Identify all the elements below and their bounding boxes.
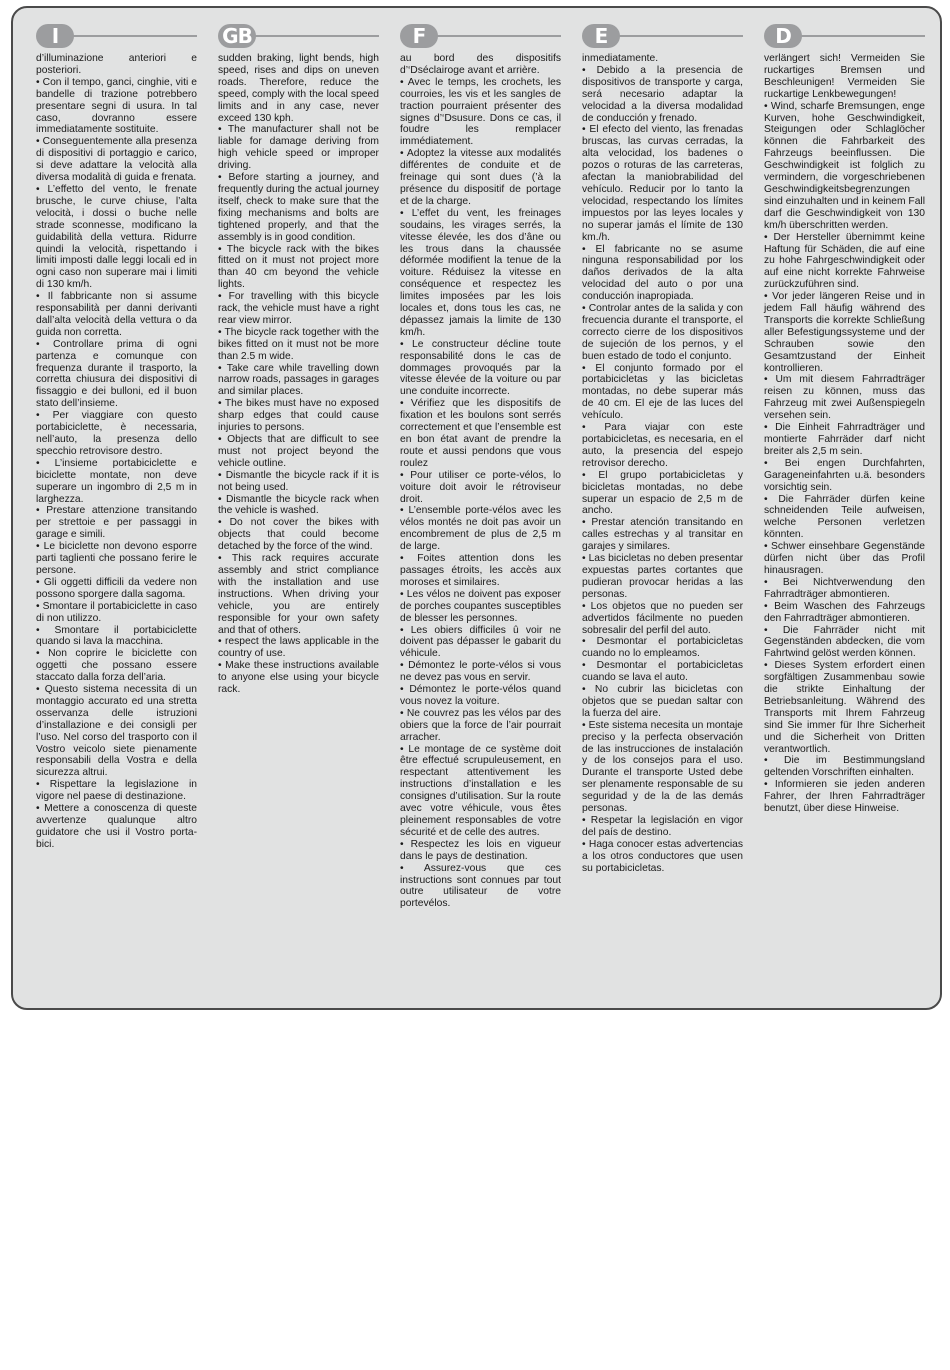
instruction-paragraph: • respect the laws applicable in the country of use. bbox=[218, 636, 379, 660]
instruction-paragraph: • The bicycle rack with the bikes fitted on it must not project more than 40 cm beyond the vehicle lights. bbox=[218, 243, 379, 291]
instruction-paragraph: • Le constructeur décline toute responsabilité dons le cas de dommages provoqués par la vitesse élevée de la voiture ou par une conduite incorrecte. bbox=[400, 338, 561, 398]
instruction-paragraph: • Der Hersteller übernimmt keine Haftung für Schäden, die auf eine zu hohe Fahrgeschwindigkeit oder auf eine nicht korrekte Fahrweise zurückzuführen sind. bbox=[764, 231, 925, 291]
instruction-paragraph: • El grupo portabicicletas y bicicletas montadas, no debe superar un espacio de 2,5 m de ancho. bbox=[582, 469, 743, 517]
header-rule bbox=[800, 35, 925, 37]
instruction-paragraph: au bord des dispositifs d’‘Dséclairoge avant et arrière. bbox=[400, 53, 561, 76]
instruction-paragraph: • Las bicicletas no deben presentar expuestas partes cortantes que pudieran provocar heridas a las personas. bbox=[582, 553, 743, 600]
language-header bbox=[764, 24, 925, 46]
instruction-paragraph: • Questo sistema necessita di un montaggio accurato ed una stretta osservanza delle istruzioni d’installazione e dei consigli per l’uso. Nel corso del trasporto con il Vostro veicolo siete pienamente responsabili della Vostra e della sicurezza altrui. bbox=[36, 684, 197, 779]
text-french bbox=[400, 53, 561, 910]
instruction-paragraph: • El fabricante no se asume ninguna responsabilidad por los daños derivados de la alta velocidad del auto o por una conducción inapropiada. bbox=[582, 243, 743, 303]
language-header bbox=[218, 24, 379, 46]
instruction-paragraph: • Controlar antes de la salida y con frecuencia durante el transporte, el correcto cierre de los dispositivos de sujeción de los pernos, y el buen estado de todo el conjunto. bbox=[582, 303, 743, 362]
instruction-paragraph: • Beim Waschen des Fahrzeugs den Fahrradträger abmontieren. bbox=[764, 600, 925, 624]
instruction-paragraph: • Démontez le porte-vélos si vous ne devez pas vous en servir. bbox=[400, 660, 561, 684]
instruction-paragraph: verlängert sich! Vermeiden Sie ruckartiges Bremsen und Beschleunigen! Vermeiden Sie ruckartige Lenkbewegungen! bbox=[764, 53, 925, 100]
instruction-paragraph: • Dismantle the bicycle rack when the vehicle is washed. bbox=[218, 493, 379, 517]
instruction-paragraph: • Avec le temps, les crochets, les courroies, les vis et les sangles de traction pourraient présenter des signes d’‘Dsusure. Dons ce cas, il foudre les remplacer immédiatement. bbox=[400, 76, 561, 148]
instruction-paragraph: • Dismantle the bicycle rack if it is not being used. bbox=[218, 469, 379, 493]
header-rule bbox=[254, 35, 379, 37]
instruction-paragraph: • This rack requires accurate assembly and strict compliance with the installation and use instructions. When driving your vehicle, you are entirely responsible for your own safety and that of others. bbox=[218, 553, 379, 636]
instruction-paragraph: • Wind, scharfe Bremsungen, enge Kurven, hohe Geschwindigkeit, Steigungen oder Schlaglöcher können die Fahrbarkeit des Fahrzeugs beeinflussen. Die Geschwindigkeit ist folglich zu vermindern, die vorgeschriebenen Geschwindigkeitsbegrenzungen sind einzuhalten und in keinem Fall darf die Geschwindigkeit von 130 km/h überschritten werden. bbox=[764, 100, 925, 231]
instruction-paragraph: • L’effet du vent, les freinages soudains, les virages serrés, la vitesse élevée, les dos d’âne ou les trous dans la chaussée déformée modifient la tenue de la voiture. Réduisez la vitesse en conséquence et respectez les limites imposées par les lois locales et, dons tous les cas, ne dépassez jamais la limite de 130 km/h. bbox=[400, 207, 561, 338]
instruction-paragraph: • Dieses System erfordert einen sorgfältigen Zusammenbau sowie die strikte Einhaltung der Betriebsanleitung. Während des Transports mit Ihrem Fahrzeug sind Sie immer für Ihre Sicherheit und die Sicherheit von Dritten verantwortlich. bbox=[764, 660, 925, 755]
instruction-paragraph: • Conseguentemente alla presenza di dispositivi di portaggio e carico, si deve adattare la velocità alla diversa modalità di guida e frenata. bbox=[36, 136, 197, 184]
language-badge-french: F bbox=[400, 24, 438, 48]
instruction-paragraph: • Los objetos que no pueden ser advertidos fácilmente no pueden sobresalir del perfil del auto. bbox=[582, 600, 743, 636]
instruction-paragraph: • L’effetto del vento, le frenate brusche, le curve chiuse, l’alta velocità, i dossi o buche nelle strade sconnesse, modificano la guidabilità della vettura. Ridurre quindi la velocità, rispettando i limiti imposti dalle leggi locali ed in ogni caso non superare mai i limiti di 130 km/h. bbox=[36, 183, 197, 291]
instruction-paragraph: • Rispettare la legislazione in vigore nel paese di destinazione. bbox=[36, 779, 197, 803]
instruction-paragraph: • Do not cover the bikes with objects that could become detached by the force of the wind. bbox=[218, 517, 379, 553]
instruction-paragraph: • Desmontar el portabicicletas cuando no lo empleamos. bbox=[582, 636, 743, 660]
instructions-panel bbox=[11, 6, 942, 1010]
instruction-paragraph: • Foites attention dons les passages étroits, les accès aux moroses et similaires. bbox=[400, 553, 561, 588]
instruction-paragraph: • Desmontar el portabicicletas cuando se lava el auto. bbox=[582, 660, 743, 684]
language-badge-german: D bbox=[764, 24, 802, 48]
column-english bbox=[218, 24, 379, 696]
instruction-paragraph: d’illuminazione anteriori e posteriori. bbox=[36, 53, 197, 76]
instruction-paragraph: • Mettere a conoscenza di queste avvertenze qualunque altro guidatore che usi il Vostro porta-bici. bbox=[36, 803, 197, 850]
instruction-paragraph: • For travelling with this bicycle rack, the vehicle must have a right rear view mirror. bbox=[218, 291, 379, 326]
instruction-paragraph: • Le biciclette non devono esporre parti taglienti che possano ferire le persone. bbox=[36, 541, 197, 576]
instruction-paragraph: • Les obiers difficiles û voir ne doivent pas dépasser le gabarit du véhicule. bbox=[400, 624, 561, 660]
instruction-paragraph: • El efecto del viento, las frenadas bruscas, las curvas cerradas, la alta velocidad, los badenes o pozos o roturas de las carreteras, afectan la maniobrabilidad del vehículo. Reducir por lo tanto la velocidad, respectando los límites impuestos por las leyes locales y no superar jamás el límite de 130 km./h. bbox=[582, 124, 743, 243]
instruction-paragraph: • Objects that are difficult to see must not project beyond the vehicle outline. bbox=[218, 434, 379, 469]
instruction-paragraph: • Controllare prima di ogni partenza e comunque con frequenza durante il trasporto, la corretta chiusura dei dispositivi di fissaggio e dei bulloni, ed il buon stato dell’insieme. bbox=[36, 338, 197, 410]
instruction-paragraph: • Il fabbricante non si assume responsabilità per danni derivanti dall’alta velocità della vettura o da guida non corretta. bbox=[36, 291, 197, 338]
instruction-paragraph: • Schwer einsehbare Gegenstände dürfen nicht über das Profil hinausragen. bbox=[764, 541, 925, 576]
instruction-paragraph: • Vor jeder längeren Reise und in jedem Fall häufig während des Transports die korrekte Schließung aller Befestigungssysteme und der Schrauben sowie den Gesamtzustand der Einheit kontrollieren. bbox=[764, 291, 925, 374]
instruction-paragraph: • Prestare attenzione transitando per strettoie e per passaggi in garage e simili. bbox=[36, 505, 197, 541]
instruction-paragraph: • Informieren sie jeden anderen Fahrer, der Ihren Fahrradträger benutzt, über diese Hinweise. bbox=[764, 779, 925, 815]
instruction-paragraph: • Um mit diesem Fahrradträger reisen zu können, muss das Fahrzeug mit zwei Außenspiegeln versehen sein. bbox=[764, 374, 925, 422]
instruction-paragraph: • Die Fahrräder dürfen keine schneidenden Teile aufweisen, welche Personen verletzen könnten. bbox=[764, 493, 925, 541]
language-badge-spanish: E bbox=[582, 24, 620, 48]
instruction-paragraph: • Per viaggiare con questo portabiciclette, è necessaria, nell’auto, la presenza dello specchio retrovisore destro. bbox=[36, 410, 197, 457]
instruction-paragraph: • Démontez le porte-vélos quand vous novez la voiture. bbox=[400, 684, 561, 707]
instruction-paragraph: • Ne couvrez pas les vélos par des obiers que la force de l’air pourrait arracher. bbox=[400, 707, 561, 743]
instruction-paragraph: • Take care while travelling down narrow roads, passages in garages and similar places. bbox=[218, 362, 379, 398]
instruction-paragraph: • Die im Bestimmungsland geltenden Vorschriften einhalten. bbox=[764, 755, 925, 779]
instruction-paragraph: • Respetar la legislación en vigor del país de destino. bbox=[582, 815, 743, 838]
language-header bbox=[36, 24, 197, 46]
instruction-paragraph: • Pour utiliser ce porte-vélos, lo voiture doit avoir le rétroviseur droit. bbox=[400, 469, 561, 505]
language-header bbox=[400, 24, 561, 46]
instruction-paragraph: • Assurez-vous que ces instructions sont connues par tout outre utilisateur de votre portevélos. bbox=[400, 862, 561, 910]
column-german bbox=[764, 24, 925, 815]
header-rule bbox=[72, 35, 197, 37]
instruction-paragraph: • Respectez les lois en vigueur dans le pays de destination. bbox=[400, 838, 561, 862]
language-badge-italian: I bbox=[36, 24, 74, 48]
instruction-paragraph: • Le montage de ce système doit être effectué scrupuleusement, en respectant attentivement les instructions d’installation e les consignes d’utilisation. Sur la route avec votre véhicule, vous êtes pleinement responsables de votre sécurité et de celle des autres. bbox=[400, 743, 561, 838]
text-spanish bbox=[582, 53, 743, 875]
instruction-paragraph: • L’insieme portabiciclette e biciclette montate, non deve superare un ingombro di 2,5 m in larghezza. bbox=[36, 457, 197, 505]
instruction-paragraph: • Non coprire le biciclette con oggetti che possano essere staccato dalla forza dell’aria. bbox=[36, 648, 197, 684]
instruction-paragraph: • Adoptez la vitesse aux modalités différentes de conduite et de freinage qui sont dues (’à la présence du dispositif de portage et de la charge. bbox=[400, 148, 561, 207]
instruction-paragraph: • Haga conocer estas advertencias a los otros conductores que usen su portabicicletas. bbox=[582, 838, 743, 874]
instruction-paragraph: • Smontare il portabiciclette quando si lava la macchina. bbox=[36, 624, 197, 648]
column-french bbox=[400, 24, 561, 910]
instruction-paragraph: inmediatamente. bbox=[582, 53, 659, 64]
instruction-paragraph: • Bei engen Durchfahrten, Garageneinfahrten u.ä. besonders vorsichtig sein. bbox=[764, 457, 925, 493]
instruction-paragraph: • Die Fahrräder nicht mit Gegenständen abdecken, die vom Fahrtwind gelöst werden können. bbox=[764, 624, 925, 660]
instruction-paragraph: • Die Einheit Fahrradträger und montierte Fahrräder darf nicht breiter als 2,5 m sein. bbox=[764, 422, 925, 457]
instruction-paragraph: • Con il tempo, ganci, cinghie, viti e bandelle di trazione potrebbero presentare segni di usura. In tal caso, dovranno essere immediatamente sostituite. bbox=[36, 76, 197, 136]
instruction-paragraph: • L’ensemble porte-vélos avec les vélos montés ne doit pas avoir un encombrement de plus de 2,5 m de large. bbox=[400, 505, 561, 553]
column-spanish bbox=[582, 24, 743, 875]
header-rule bbox=[618, 35, 743, 37]
instruction-paragraph: • Debido a la presencia de dispositivos de transporte y carga, será necesario adaptar la velocidad a la diversa modalidad de conducción y frenado. bbox=[582, 64, 743, 124]
instruction-paragraph: • Prestar atención transitando en calles estrechas y al transitar en garajes y similares. bbox=[582, 517, 743, 553]
text-german bbox=[764, 53, 925, 815]
instruction-paragraph: • The bikes must have no exposed sharp edges that could cause injuries to persons. bbox=[218, 398, 379, 434]
language-header bbox=[582, 24, 743, 46]
instruction-paragraph: • Este sistema necesita un montaje preciso y la perfecta observación de las instrucciones de instalación y de los consejos para el uso. Durante el transporte Usted debe ser plenamente responsable de su seguridad y de la de las demás personas. bbox=[582, 719, 743, 815]
instruction-paragraph: • Gli oggetti difficili da vedere non possono sporgere dalla sagoma. bbox=[36, 576, 197, 600]
instruction-paragraph: • El conjunto formado por el portabicicletas y las bicicletas montadas, no debe superar más de 40 cm. El eje de las luces del vehículo. bbox=[582, 362, 743, 422]
instruction-paragraph: • Les vélos ne doivent pas exposer de porches coupantes susceptibles de blesser les personnes. bbox=[400, 588, 561, 624]
instruction-paragraph: • Make these instructions available to anyone else using your bicycle rack. bbox=[218, 660, 379, 696]
language-badge-english: GB bbox=[218, 24, 256, 48]
text-italian bbox=[36, 53, 197, 851]
instruction-paragraph: • Para viajar con este portabicicletas, es necesaria, en el auto, la presencia del espejo retrovisor derecho. bbox=[582, 422, 743, 469]
instruction-paragraph: sudden braking, light bends, high speed, rises and dips on uneven roads. Therefore, reduce the speed, comply with the local speed limits and in any case, never exceed 130 kph. bbox=[218, 53, 379, 124]
instruction-paragraph: • No cubrir las bicicletas con objetos que se puedan saltar con la fuerza del aire. bbox=[582, 684, 743, 719]
text-english bbox=[218, 53, 379, 696]
instruction-paragraph: • Smontare il portabiciclette in caso di non utilizzo. bbox=[36, 600, 197, 624]
instruction-paragraph: • Bei Nichtverwendung den Fahrradträger abmontieren. bbox=[764, 576, 925, 600]
instruction-paragraph: • The manufacturer shall not be liable for damage deriving from high vehicle speed or improper driving. bbox=[218, 124, 379, 172]
instruction-paragraph: • Before starting a journey, and frequently during the actual journey itself, check to make sure that the fixing mechanisms and bolts are tightened properly, and that the assembly is in good condition. bbox=[218, 172, 379, 243]
instruction-paragraph: • Vérifiez que les dispositifs de fixation et les boulons sont serrés correctement et que l’ensemble est en bon état avant de prendre la route et aussi pendons que vous roulez bbox=[400, 398, 561, 469]
column-italian bbox=[36, 24, 197, 851]
instruction-paragraph: • The bicycle rack together with the bikes fitted on it must not be more than 2.5 m wide. bbox=[218, 326, 379, 362]
header-rule bbox=[436, 35, 561, 37]
